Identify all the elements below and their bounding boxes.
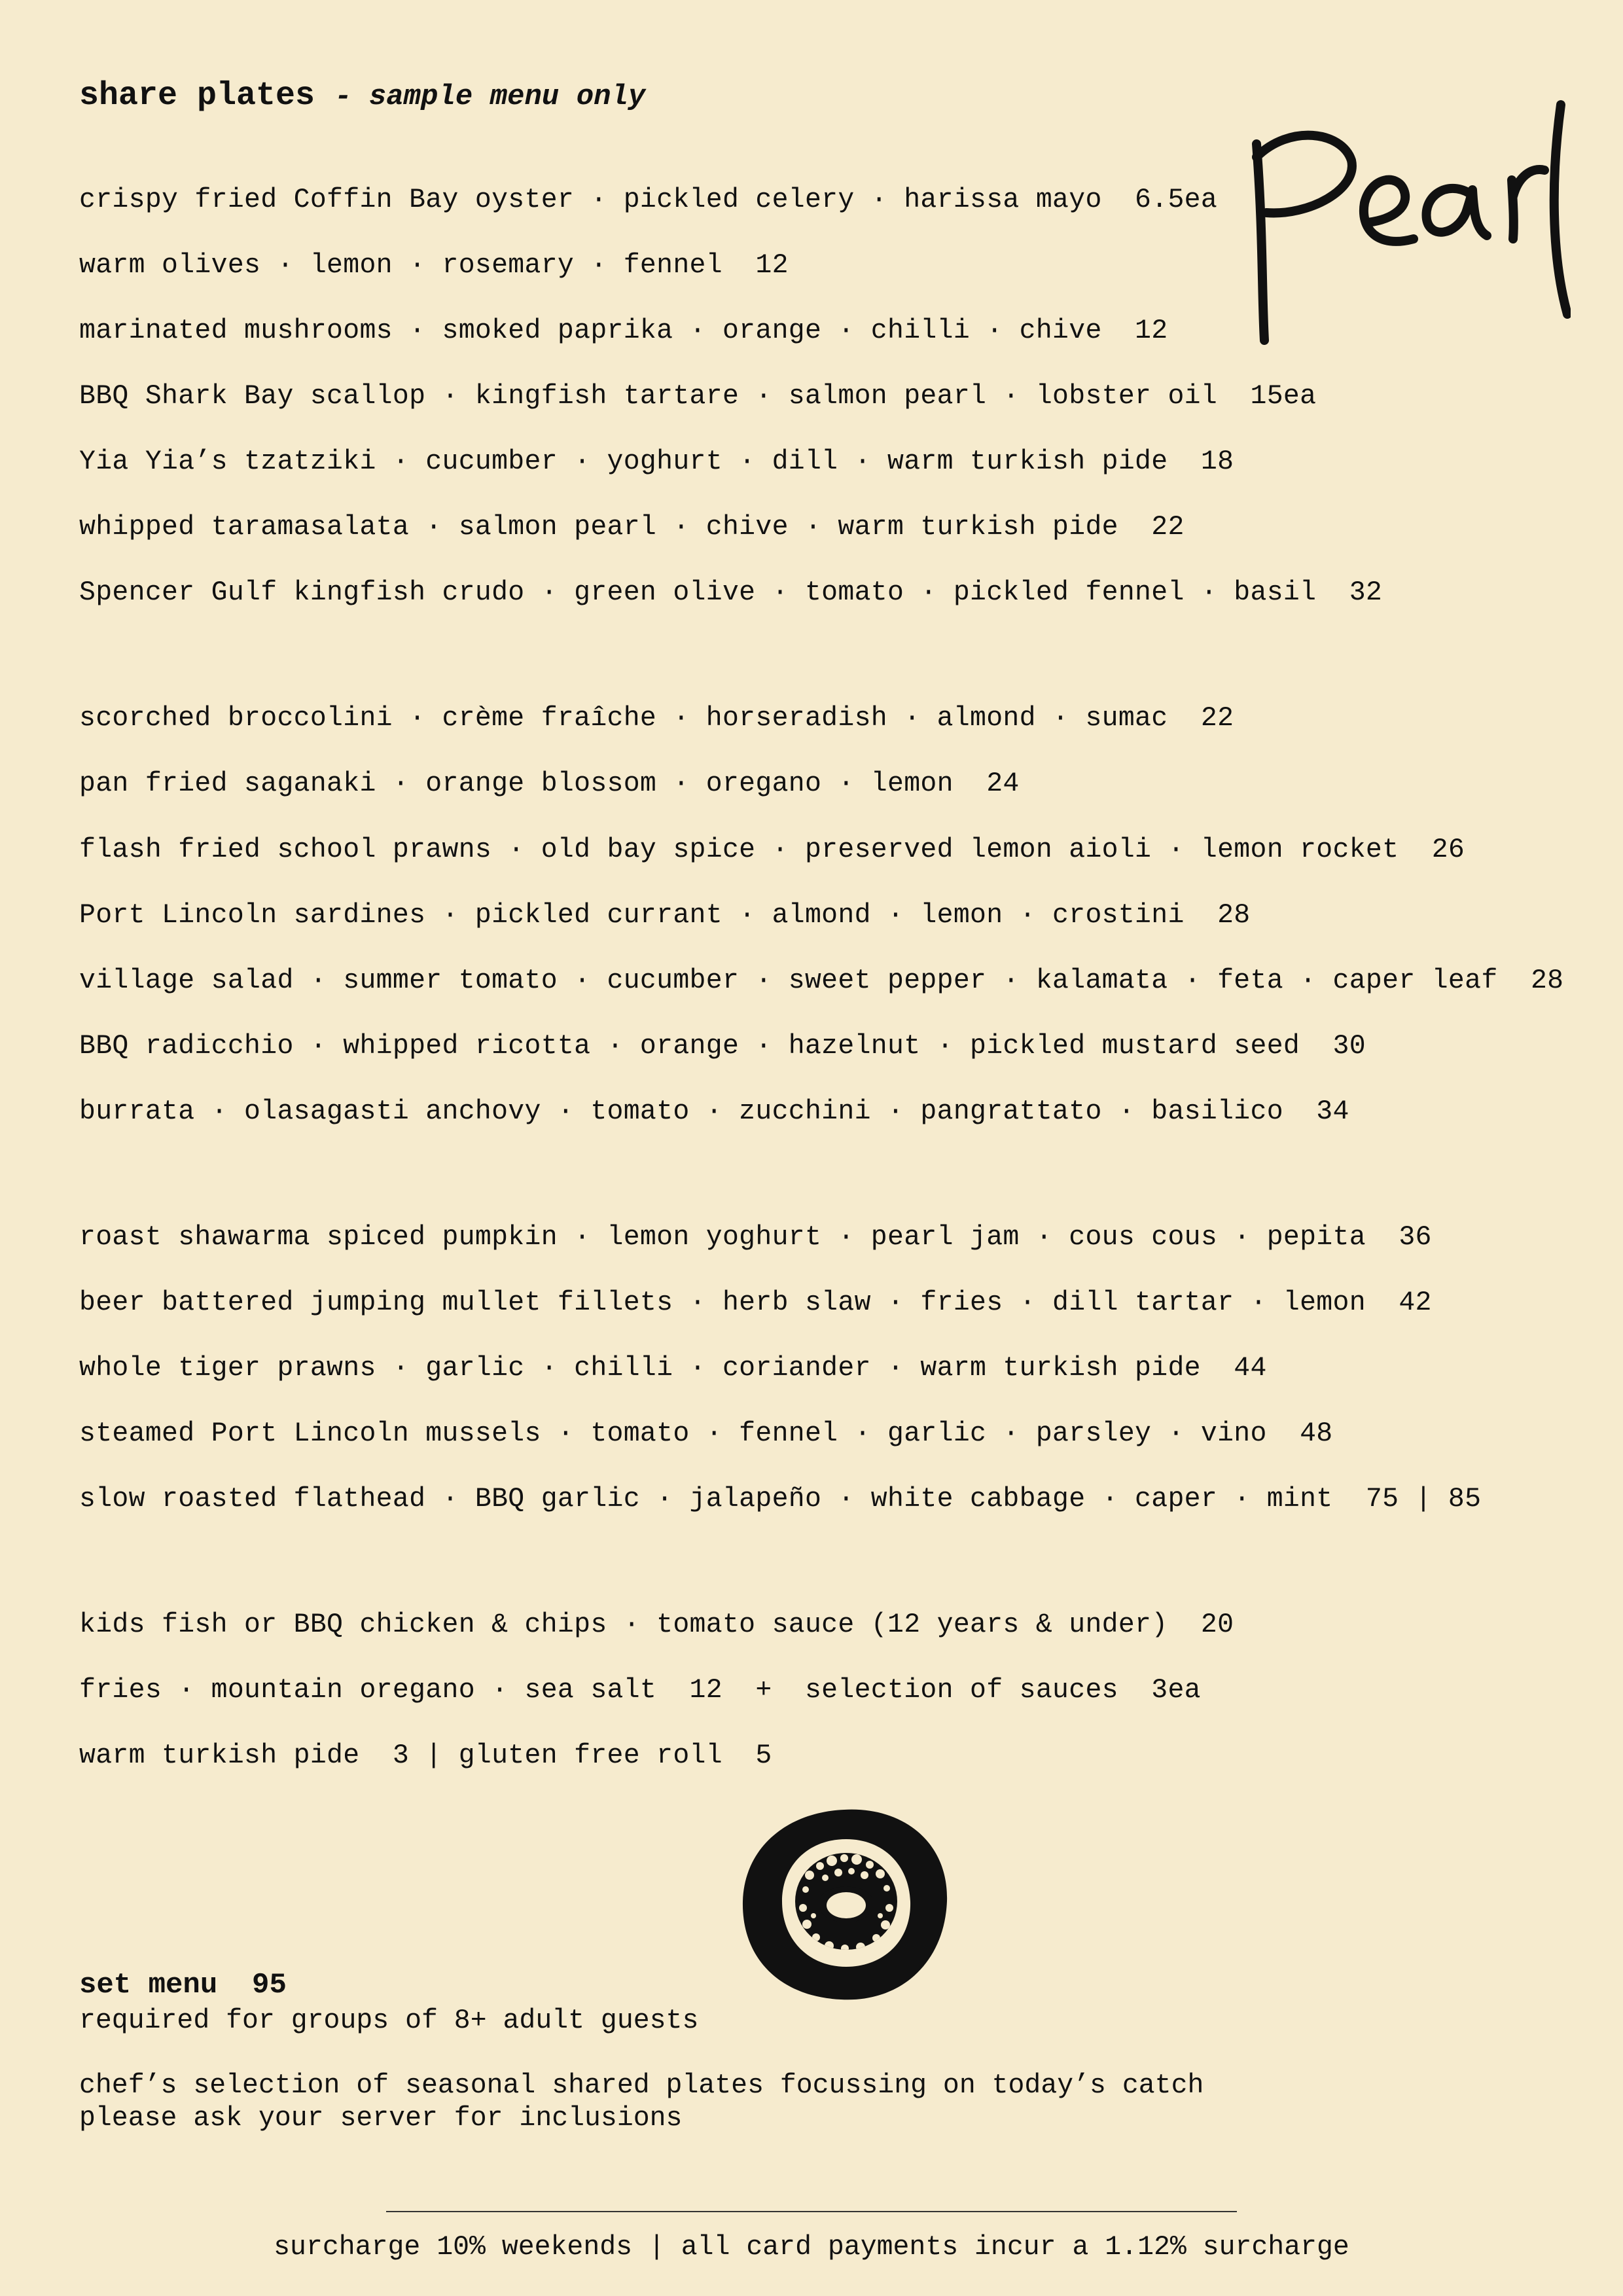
menu-item: crispy fried Coffin Bay oyster · pickled celery · harissa mayo 6.5ea	[79, 185, 1218, 215]
menu-item: warm turkish pide 3 | gluten free roll 5	[79, 1740, 772, 1771]
menu-item: Yia Yia’s tzatziki · cucumber · yoghurt · dill · warm turkish pide 18	[79, 446, 1234, 477]
footer-divider	[386, 2211, 1237, 2212]
menu-item: fries · mountain oregano · sea salt 12 + selection of sauces 3ea	[79, 1675, 1201, 1706]
menu-item: BBQ radicchio · whipped ricotta · orange · hazelnut · pickled mustard seed 30	[79, 1031, 1366, 1062]
menu-item: whole tiger prawns · garlic · chilli · coriander · warm turkish pide 44	[79, 1353, 1267, 1384]
set-menu-requirement: required for groups of 8+ adult guests	[79, 2005, 699, 2036]
menu-item: Port Lincoln sardines · pickled currant · almond · lemon · crostini 28	[79, 900, 1251, 931]
menu-item: warm olives · lemon · rosemary · fennel 12	[79, 250, 789, 281]
set-menu-description: chef’s selection of seasonal shared plates focussing on today’s catch	[79, 2070, 1204, 2101]
page-title: share plates	[79, 77, 315, 115]
menu-item: marinated mushrooms · smoked paprika · orange · chilli · chive 12	[79, 315, 1168, 346]
page-subtitle: - sample menu only	[334, 81, 646, 113]
pearl-logo	[1230, 98, 1571, 353]
menu-item: beer battered jumping mullet fillets · herb slaw · fries · dill tartar · lemon 42	[79, 1287, 1432, 1318]
menu-item: whipped taramasalata · salmon pearl · chive · warm turkish pide 22	[79, 512, 1185, 543]
footer-note: surcharge 10% weekends | all card payments incur a 1.12% surcharge	[274, 2232, 1349, 2263]
menu-item: kids fish or BBQ chicken & chips · tomato sauce (12 years & under) 20	[79, 1609, 1234, 1640]
menu-item: roast shawarma spiced pumpkin · lemon yoghurt · pearl jam · cous cous · pepita 36	[79, 1222, 1432, 1253]
menu-item: scorched broccolini · crème fraîche · horseradish · almond · sumac 22	[79, 703, 1234, 734]
menu-item: burrata · olasagasti anchovy · tomato · zucchini · pangrattato · basilico 34	[79, 1096, 1349, 1127]
pearl-emblem-icon	[736, 1803, 952, 2006]
menu-item: slow roasted flathead · BBQ garlic · jalapeño · white cabbage · caper · mint 75 | 85	[79, 1484, 1482, 1515]
menu-item: Spencer Gulf kingfish crudo · green olive · tomato · pickled fennel · basil 32	[79, 577, 1383, 608]
menu-item: flash fried school prawns · old bay spice · preserved lemon aioli · lemon rocket 26	[79, 834, 1465, 865]
menu-item: steamed Port Lincoln mussels · tomato · fennel · garlic · parsley · vino 48	[79, 1418, 1333, 1449]
menu-item: BBQ Shark Bay scallop · kingfish tartare · salmon pearl · lobster oil 15ea	[79, 381, 1317, 412]
set-menu-title: set menu 95	[79, 1969, 287, 2001]
set-menu-note: please ask your server for inclusions	[79, 2103, 683, 2134]
menu-header	[79, 77, 645, 115]
menu-item: pan fried saganaki · orange blossom · oregano · lemon 24	[79, 768, 1020, 799]
menu-item: village salad · summer tomato · cucumber · sweet pepper · kalamata · feta · caper leaf 28	[79, 965, 1564, 996]
